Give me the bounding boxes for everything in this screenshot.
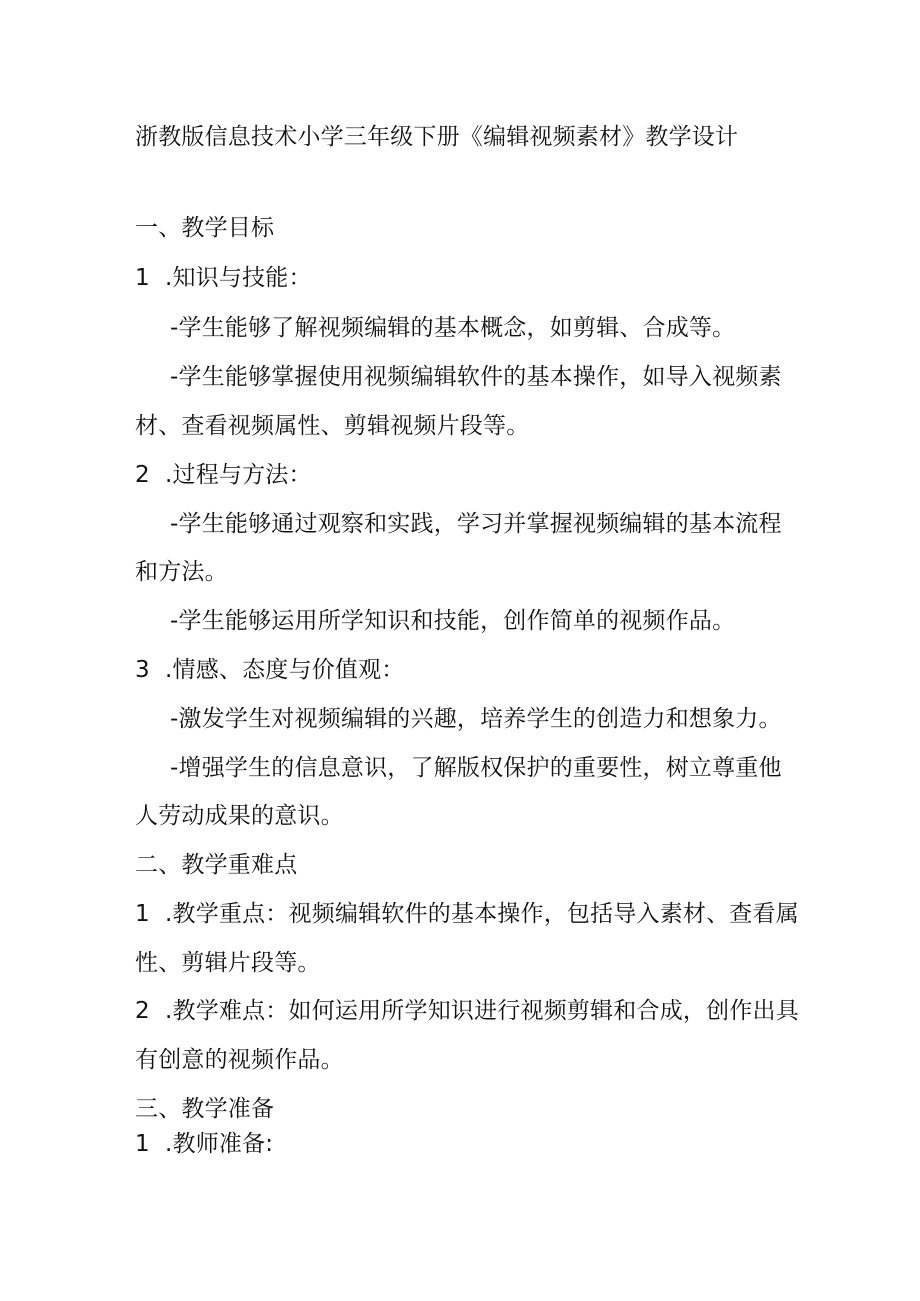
bullet-text: -学生能够了解视频编辑的基本概念，如剪辑、合成等。 [170,315,736,341]
bullet-text-continuation: 材、查看视频属性、剪辑视频片段等。 [135,413,530,439]
section-heading-key-points: 二、教学重难点 [135,852,298,878]
item-knowledge-skills [135,263,312,293]
item-difficulty [135,996,799,1026]
item-label: .知识与技能： [165,265,312,291]
bullet-text: -增强学生的信息意识，了解版权保护的重要性，树立尊重他 [170,755,782,781]
bullet-text-continuation: 人劳动成果的意识。 [135,803,344,829]
item-key-point [135,899,799,929]
item-emotion-values [135,655,405,685]
item-text: .教学难点：如何运用所学知识进行视频剪辑和合成，创作出具 [165,998,799,1024]
document-title: 浙教版信息技术小学三年级下册《编辑视频素材》教学设计 [135,124,739,150]
bullet-text: -激发学生对视频编辑的兴趣，培养学生的创造力和想象力。 [170,706,782,732]
section-heading-preparation: 三、教学准备 [135,1096,275,1122]
item-number: 2 [135,998,150,1024]
bullet-text: -学生能够通过观察和实践，学习并掌握视频编辑的基本流程 [170,511,782,537]
bullet-text: -学生能够掌握使用视频编辑软件的基本操作，如导入视频素 [170,364,782,390]
bullet-text-continuation: 和方法。 [135,559,228,585]
item-label: .教师准备: [165,1131,274,1157]
item-teacher-preparation [135,1129,273,1159]
item-text-continuation: 性、剪辑片段等。 [135,950,321,976]
item-text: .教学重点：视频编辑软件的基本操作，包括导入素材、查看属 [165,901,799,927]
item-number: 2 [135,462,150,488]
item-label: .情感、态度与价值观： [165,657,405,683]
bullet-text: -学生能够运用所学知识和技能，创作简单的视频作品。 [170,608,736,634]
item-number: 3 [135,657,150,683]
item-number: 1 [135,901,150,927]
item-text-continuation: 有创意的视频作品。 [135,1047,344,1073]
item-number: 1 [135,265,150,291]
item-process-methods [135,460,312,490]
section-heading-objectives: 一、教学目标 [135,215,275,241]
item-number: 1 [135,1131,150,1157]
item-label: .过程与方法： [165,462,312,488]
